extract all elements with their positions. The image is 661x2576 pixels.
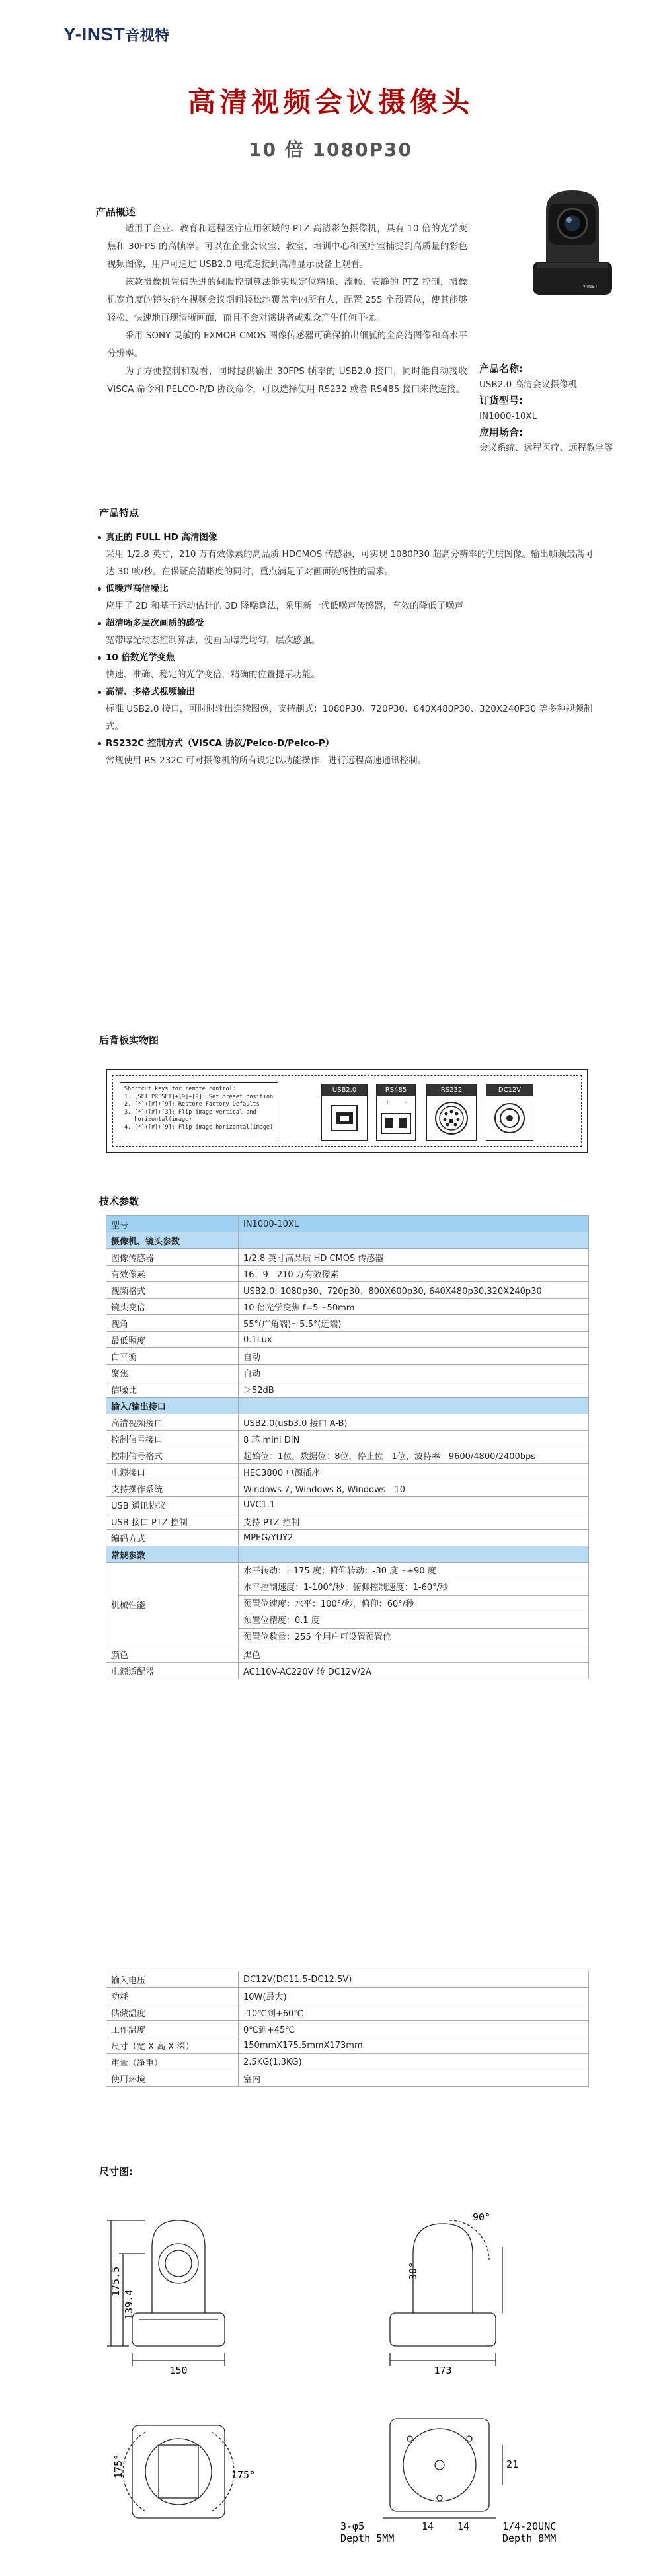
feature-title [106, 580, 595, 597]
spec-key: 电源适配器 [106, 1663, 239, 1679]
spec-value: 55°(广角端)～5.5°(远端) [239, 1315, 589, 1332]
spec-key: 图像传感器 [106, 1249, 239, 1266]
mini-din-connector-icon [428, 1098, 475, 1140]
spec-value: 16：9 210 万有效像素 [239, 1266, 589, 1282]
page-title: 高清视频会议摄像头 [187, 86, 473, 118]
overview-heading: 产品概述 [96, 206, 136, 218]
spec-value [239, 1232, 589, 1249]
feature-title-text: 超清晰多层次画质的感受 [106, 618, 204, 628]
pan2-label: 175° [231, 2469, 256, 2481]
tilt-down-label: 30° [407, 2261, 419, 2280]
product-info [479, 361, 651, 456]
spec-row [106, 2070, 589, 2087]
spec-key: 储藏温度 [106, 2004, 239, 2021]
spec-row [106, 1249, 589, 1266]
spec-value: -10℃到+60℃ [239, 2004, 589, 2021]
feature-title [106, 735, 595, 752]
usb-port [321, 1084, 368, 1141]
spec-row [106, 1365, 589, 1381]
spec-value: 室内 [239, 2070, 589, 2087]
spec-key: USB 接口 PTZ 控制 [106, 1513, 239, 1530]
panel-inner [112, 1075, 582, 1147]
spec-row [106, 1530, 589, 1546]
order-model: IN1000-10XL [479, 411, 537, 422]
pan1-label: 175° [112, 2454, 124, 2478]
rear-panel-diagram [106, 1069, 588, 1153]
spec-value [239, 1398, 589, 1414]
spec-value: 150mmX175.5mmX173mm [239, 2037, 589, 2054]
dim-21-label: 21 [506, 2458, 519, 2470]
spec-value-line: 水平转动：±175 度；俯仰转动：-30 度～+90 度 [239, 1563, 588, 1579]
rear-panel-heading: 后背板实物图 [99, 1034, 159, 1046]
rs485-minus: - [405, 1098, 408, 1106]
spec-row [106, 2054, 589, 2070]
spec-value [239, 1546, 589, 1563]
spec-value [239, 1563, 589, 1646]
features-list [106, 529, 595, 769]
spec-row [106, 1447, 589, 1464]
spec-value: 支持 PTZ 控制 [239, 1513, 589, 1530]
spec-value: 0.1Lux [239, 1332, 589, 1348]
shortcut-keys-box [120, 1082, 278, 1139]
spec-value: ＞52dB [239, 1381, 589, 1398]
bullet-icon [98, 742, 101, 745]
camera-product-image [520, 184, 625, 299]
bullet-icon [98, 656, 101, 660]
spec-key: 有效像素 [106, 1266, 239, 1282]
spec-value: 10W(最大) [239, 1988, 589, 2004]
spec-value: 自动 [239, 1348, 589, 1365]
overview-paragraph: 适用于企业、教育和远程医疗应用领域的 PTZ 高清彩色摄像机，具有 10 倍的光学变焦和 30FPS 的高帧率。可以在企业会议室、教室、培训中心和医疗室捕捉到高质量的彩色视频图像，用户可通过 USB2.0 电缆连接到高清显示设备上观看。 [107, 223, 467, 270]
spec-value: 起始位：1位，数据位：8位，停止位：1位，波特率：9600/4800/2400bps [239, 1447, 589, 1464]
rs485-port [376, 1084, 416, 1141]
spec-key: 工作温度 [106, 2021, 239, 2037]
spec-key: 功耗 [106, 1988, 239, 2004]
spec-row [106, 1315, 589, 1332]
spec-key: 颜色 [106, 1646, 239, 1663]
scene-label: 应用场合: [479, 426, 523, 438]
spec-key: 编码方式 [106, 1530, 239, 1546]
width-label: 150 [169, 2365, 188, 2376]
spec-row [106, 1348, 589, 1365]
shortcut-line: 2. [*]+[#]+[9]: Restore Factory Defaults [124, 1101, 260, 1108]
spec-key: 视角 [106, 1315, 239, 1332]
spec-row [106, 1216, 589, 1232]
dc12v-port-label: DC12V [486, 1084, 533, 1096]
shortcut-line: 4. [*]+[#]+[9]: Flip image horizontal(image) [124, 1123, 274, 1131]
spec-row [106, 1464, 589, 1480]
spec-key: 输入/输出接口 [106, 1398, 239, 1414]
feature-title [106, 615, 595, 632]
spec-row [106, 2037, 589, 2054]
spec-key: 型号 [106, 1216, 239, 1232]
height-label: 175.5 [110, 2266, 122, 2296]
spec-value: 自动 [239, 1365, 589, 1381]
bullet-icon [98, 536, 101, 539]
rs485-plus: + [384, 1098, 391, 1106]
spec-key: 镜头变倍 [106, 1299, 239, 1315]
feature-description: 应用了 2D 和基于运动估计的 3D 降噪算法，采用新一代低噪声传感器，有效的降低了噪声 [106, 601, 464, 611]
spec-key: 输入电压 [106, 1971, 239, 1988]
spec-heading: 技术参数 [99, 1195, 139, 1207]
spec-value: 黑色 [239, 1646, 589, 1663]
spec-key: USB 通讯协议 [106, 1497, 239, 1513]
bottom-view-drawing [383, 2419, 502, 2518]
spec-row [106, 1282, 589, 1299]
spec-row [106, 1988, 589, 2004]
height2-label: 139.4 [123, 2289, 135, 2320]
feature-description: 宽带曝光动态控制算法，使画面曝光均匀，层次感强。 [106, 635, 320, 646]
spec-row [106, 1381, 589, 1398]
spec-value: HEC3800 电源插座 [239, 1464, 589, 1480]
screw-note-1: 1/4-20UNC [502, 2520, 557, 2532]
scene: 会议系统、远程医疗、远程教学等 [479, 443, 613, 453]
logo-text: Y-INST [63, 24, 126, 44]
feature-title-text: 真正的 FULL HD 高清图像 [106, 532, 217, 543]
spec-value: UVC1.1 [239, 1497, 589, 1513]
spec-value: IN1000-10XL [239, 1216, 589, 1232]
spec-key: 视频格式 [106, 1282, 239, 1299]
spec-value: USB2.0(usb3.0 接口 A-B) [239, 1414, 589, 1431]
dimensions-heading: 尺寸图: [99, 2166, 133, 2178]
spec-key: 摄像机、镜头参数 [106, 1232, 239, 1249]
spec-key: 信噪比 [106, 1381, 239, 1398]
spec-row [106, 1414, 589, 1431]
spec-value: 1/2.8 英寸高品质 HD CMOS 传感器 [239, 1249, 589, 1266]
spec-value: 8 芯 mini DIN [239, 1431, 589, 1447]
brand-logo [63, 24, 170, 45]
spec-row [106, 1513, 589, 1530]
dc-jack-icon [487, 1098, 532, 1140]
spec-value: 2.5KG(1.3KG) [239, 2054, 589, 2070]
product-name-label: 产品名称: [479, 363, 523, 375]
feature-title [106, 529, 595, 546]
spec-value: Windows 7, Windows 8, Windows 10 [239, 1480, 589, 1497]
side-view-drawing [390, 2220, 502, 2366]
spec-row [106, 1663, 589, 1679]
spec-key: 聚焦 [106, 1365, 239, 1381]
feature-title-text: RS232C 控制方式（VISCA 协议/Pelco-D/Pelco-P） [106, 738, 334, 749]
spec-row [106, 1232, 589, 1249]
feature-title-text: 低噪声高信噪比 [106, 584, 169, 594]
spec-key: 控制信号接口 [106, 1431, 239, 1447]
dc12v-port [486, 1084, 533, 1141]
usb-b-connector-icon [323, 1098, 366, 1140]
spec-value-line: 水平控制速度：1-100°/秒；俯仰控制速度：1-60°/秒 [239, 1579, 588, 1596]
rs485-sign-row [377, 1098, 415, 1106]
feature-title [106, 683, 595, 701]
features-heading: 产品特点 [99, 507, 139, 519]
spec-row [106, 1971, 589, 1988]
spec-row [106, 2004, 589, 2021]
rs232-port [426, 1084, 477, 1141]
spec-value: 10 倍光学变焦 f=5～50mm [239, 1299, 589, 1315]
spec-row [106, 1299, 589, 1315]
spec-row [106, 1398, 589, 1414]
shortcut-line: horizontal(image) [124, 1116, 192, 1123]
spec-row [106, 1546, 589, 1563]
rs232-port-label: RS232 [427, 1084, 476, 1096]
spec-key: 机械性能 [106, 1563, 239, 1646]
page-subtitle: 10 倍 1080P30 [249, 139, 412, 161]
feature-title-text: 10 倍数光学变焦 [106, 652, 175, 663]
overview-paragraph: 该款摄像机凭借先进的伺服控制算法能实现定位精确、流畅、安静的 PTZ 控制，摄像机宽角度的镜头能在视频会议期间轻松地覆盖室内所有人，配置 255 个预置位，使其能够轻松、快速地再现清晰画面，而且不会对演讲者或观众产生任何干扰。 [107, 277, 467, 323]
order-model-label: 订货型号: [479, 395, 523, 406]
spec-row [106, 1431, 589, 1447]
spec-key: 常规参数 [106, 1546, 239, 1563]
feature-description: 标准 USB2.0 接口，可时时输出连续图像，支持制式：1080P30、720P30、640X480P30、320X240P30 等多种视频制式。 [106, 704, 593, 732]
spec-key: 重量（净重） [106, 2054, 239, 2070]
bullet-icon [98, 622, 101, 625]
bullet-icon [98, 691, 101, 694]
spec-value: DC12V(DC11.5-DC12.5V) [239, 1971, 589, 1988]
hole-note-2: Depth 5MM [340, 2532, 395, 2544]
usb-port-label: USB2.0 [322, 1084, 367, 1096]
spec-key: 白平衡 [106, 1348, 239, 1365]
tilt-up-label: 90° [473, 2211, 491, 2223]
shortcut-line: 3. [*]+[#]+[3]: Flip image vertical and [124, 1108, 256, 1116]
spec-table [106, 1215, 589, 1679]
spec-key: 支持操作系统 [106, 1480, 239, 1497]
overview-text [107, 220, 467, 398]
spec-row [106, 1497, 589, 1513]
spec-value: 0℃到+45℃ [239, 2021, 589, 2037]
logo-cn-text: 音视特 [125, 27, 170, 44]
spec-value-line: 预置位精度：0.1 度 [239, 1612, 588, 1629]
product-name: USB2.0 高清会议摄像机 [479, 379, 577, 390]
dim-14a-label: 14 [422, 2520, 434, 2532]
spec-table-continued [106, 1971, 589, 2087]
spec-value-line: 预置位数量：255 个用户可设置预置位 [243, 1632, 391, 1642]
dimension-drawings [106, 2207, 588, 2551]
terminal-block-icon [377, 1110, 414, 1139]
spec-row [106, 1332, 589, 1348]
top-view-drawing [123, 2425, 234, 2518]
spec-key: 最低照度 [106, 1332, 239, 1348]
spec-row [106, 2021, 589, 2037]
feature-description: 常规使用 RS-232C 可对摄像机的所有设定以功能操作，进行远程高速通讯控制。 [106, 755, 427, 766]
feature-description: 快速、准确、稳定的光学变倍，精确的位置提示功能。 [106, 669, 320, 680]
spec-row [106, 1266, 589, 1282]
spec-key: 尺寸（宽 X 高 X 深） [106, 2037, 239, 2054]
spec-key: 使用环境 [106, 2070, 239, 2087]
overview-paragraph: 为了方便控制和观看，同时提供输出 30FPS 帧率的 USB2.0 接口，同时能自动接收 VISCA 命令和 PELCO-P/D 协议命令，可以选择使用 RS232 或者 RS485 接口来做连接。 [107, 366, 467, 395]
shortcut-line: Shortcut keys for remote control: [124, 1086, 236, 1092]
spec-value: AC110V-AC220V 转 DC12V/2A [239, 1663, 589, 1679]
shortcut-line: 1. [SET PRESET]+[9]+[9]: Set preset position [124, 1093, 274, 1100]
spec-key: 高清视频接口 [106, 1414, 239, 1431]
svg-text:Y-INST: Y-INST [582, 285, 598, 289]
spec-row [106, 1480, 589, 1497]
feature-title-text: 高清、多格式视频输出 [106, 687, 195, 697]
feature-description: 采用 1/2.8 英寸，210 万有效像素的高品质 HDCMOS 传感器，可实现 1080P30 超高分辨率的优质图像。输出帧频最高可达 30 帧/秒。在保证高清晰度的同时，重点满足了对画面流畅性的需求。 [106, 549, 594, 577]
dim-14b-label: 14 [457, 2520, 470, 2532]
feature-title [106, 649, 595, 666]
spec-value: USB2.0: 1080p30、720p30、800X600p30, 640X480p30,320X240p30 [239, 1282, 589, 1299]
bullet-icon [98, 587, 101, 591]
spec-value-line: 预置位速度：水平：100°/秒，俯仰：60°/秒 [239, 1596, 588, 1612]
spec-key: 控制信号格式 [106, 1447, 239, 1464]
spec-row [106, 1563, 589, 1646]
depth-label: 173 [434, 2365, 452, 2376]
spec-key: 电源接口 [106, 1464, 239, 1480]
rs485-port-label: RS485 [377, 1084, 415, 1096]
screw-note-2: Depth 8MM [502, 2532, 557, 2544]
spec-value: MPEG/YUY2 [239, 1530, 589, 1546]
spec-row [106, 1646, 589, 1663]
overview-paragraph: 采用 SONY 灵敏的 EXMOR CMOS 图像传感器可确保拍出细腻的全高清图像和高水平分辨率。 [107, 330, 467, 359]
hole-note-1: 3-φ5 [340, 2520, 365, 2532]
